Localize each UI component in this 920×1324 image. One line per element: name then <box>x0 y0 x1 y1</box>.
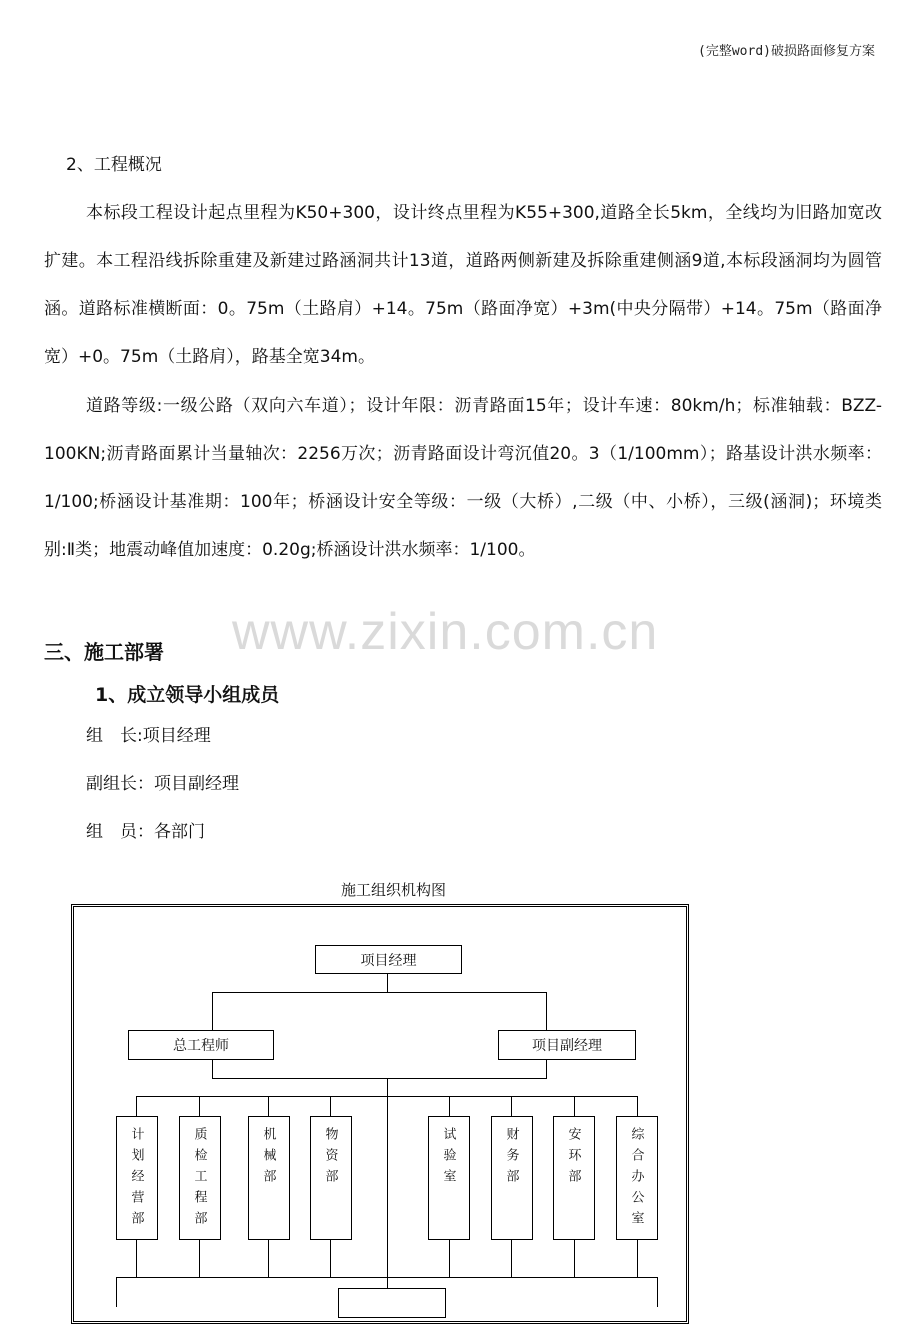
org-box-general-office: 综合办公室 <box>616 1116 658 1240</box>
overview-paragraph-1: 本标段工程设计起点里程为K50+300，设计终点里程为K55+300,道路全长5km，全线均为旧路加宽改扩建。本工程沿线拆除重建及新建过路涵洞共计13道，道路两侧新建及拆除重建侧涵9道,本标段涵洞均为圆管涵。道路标准横断面：0。75m（土路肩）+14。75m（路面净宽）+3m(中央分隔带）+14。75m（路面净宽）+0。75m（土路肩），路基全宽34m。 <box>44 203 882 367</box>
connector <box>212 992 213 1030</box>
subsection-heading-leadership: 1、成立领导小组成员 <box>95 684 280 706</box>
org-box-lab: 试验室 <box>428 1116 470 1240</box>
overview-paragraph-2: 道路等级:一级公路（双向六车道）；设计年限：沥青路面15年；设计车速：80km/h；标准轴载：BZZ-100KN;沥青路面累计当量轴次：2256万次；沥青路面设计弯沉值20。3（1/100mm）；路基设计洪水频率：1/100;桥涵设计基准期：100年；桥涵设计安全等级：一级（大桥）,二级（中、小桥），三级(涵洞)；环境类别:Ⅱ类；地震动峰值加速度：0.20g;桥涵设计洪水频率：1/100。 <box>44 396 882 560</box>
connector <box>449 1239 450 1277</box>
document-header: (完整word)破损路面修复方案 <box>698 44 875 59</box>
connector <box>637 1096 638 1116</box>
connector <box>574 1239 575 1277</box>
connector <box>116 1277 658 1278</box>
connector <box>449 1096 450 1116</box>
connector <box>657 1277 658 1307</box>
section-heading-overview: 2、工程概况 <box>66 155 162 175</box>
connector <box>268 1096 269 1116</box>
member-staff: 组 员：各部门 <box>86 822 205 842</box>
connector <box>574 1096 575 1116</box>
connector <box>387 973 388 993</box>
connector <box>546 1059 547 1078</box>
org-box-chief-engineer: 总工程师 <box>128 1030 274 1060</box>
org-box-quality-dept: 质检工程部 <box>179 1116 221 1240</box>
org-box-materials-dept: 物资部 <box>310 1116 352 1240</box>
org-box-bottom <box>338 1288 446 1318</box>
org-chart-title: 施工组织机构图 <box>341 882 447 899</box>
connector <box>136 1096 137 1116</box>
connector <box>212 992 547 993</box>
connector <box>268 1239 269 1277</box>
watermark: www.zixin.com.cn <box>232 603 659 661</box>
org-box-finance-dept: 财务部 <box>491 1116 533 1240</box>
org-box-planning-dept: 计划经营部 <box>116 1116 158 1240</box>
connector <box>546 992 547 1030</box>
member-deputy: 副组长：项目副经理 <box>86 774 239 794</box>
org-box-safety-dept: 安环部 <box>553 1116 595 1240</box>
connector <box>136 1096 638 1097</box>
member-leader: 组 长:项目经理 <box>86 726 211 746</box>
connector <box>330 1096 331 1116</box>
connector <box>199 1096 200 1116</box>
org-box-deputy-manager: 项目副经理 <box>498 1030 636 1060</box>
org-box-machinery-dept: 机械部 <box>248 1116 290 1240</box>
connector <box>212 1059 213 1078</box>
section-heading-deployment: 三、施工部署 <box>44 640 164 664</box>
connector <box>387 1078 388 1300</box>
connector <box>511 1096 512 1116</box>
connector <box>212 1078 547 1079</box>
connector <box>637 1239 638 1277</box>
connector <box>136 1239 137 1277</box>
connector <box>330 1239 331 1277</box>
org-box-project-manager: 项目经理 <box>315 945 462 974</box>
connector <box>199 1239 200 1277</box>
connector <box>116 1277 117 1307</box>
connector <box>511 1239 512 1277</box>
